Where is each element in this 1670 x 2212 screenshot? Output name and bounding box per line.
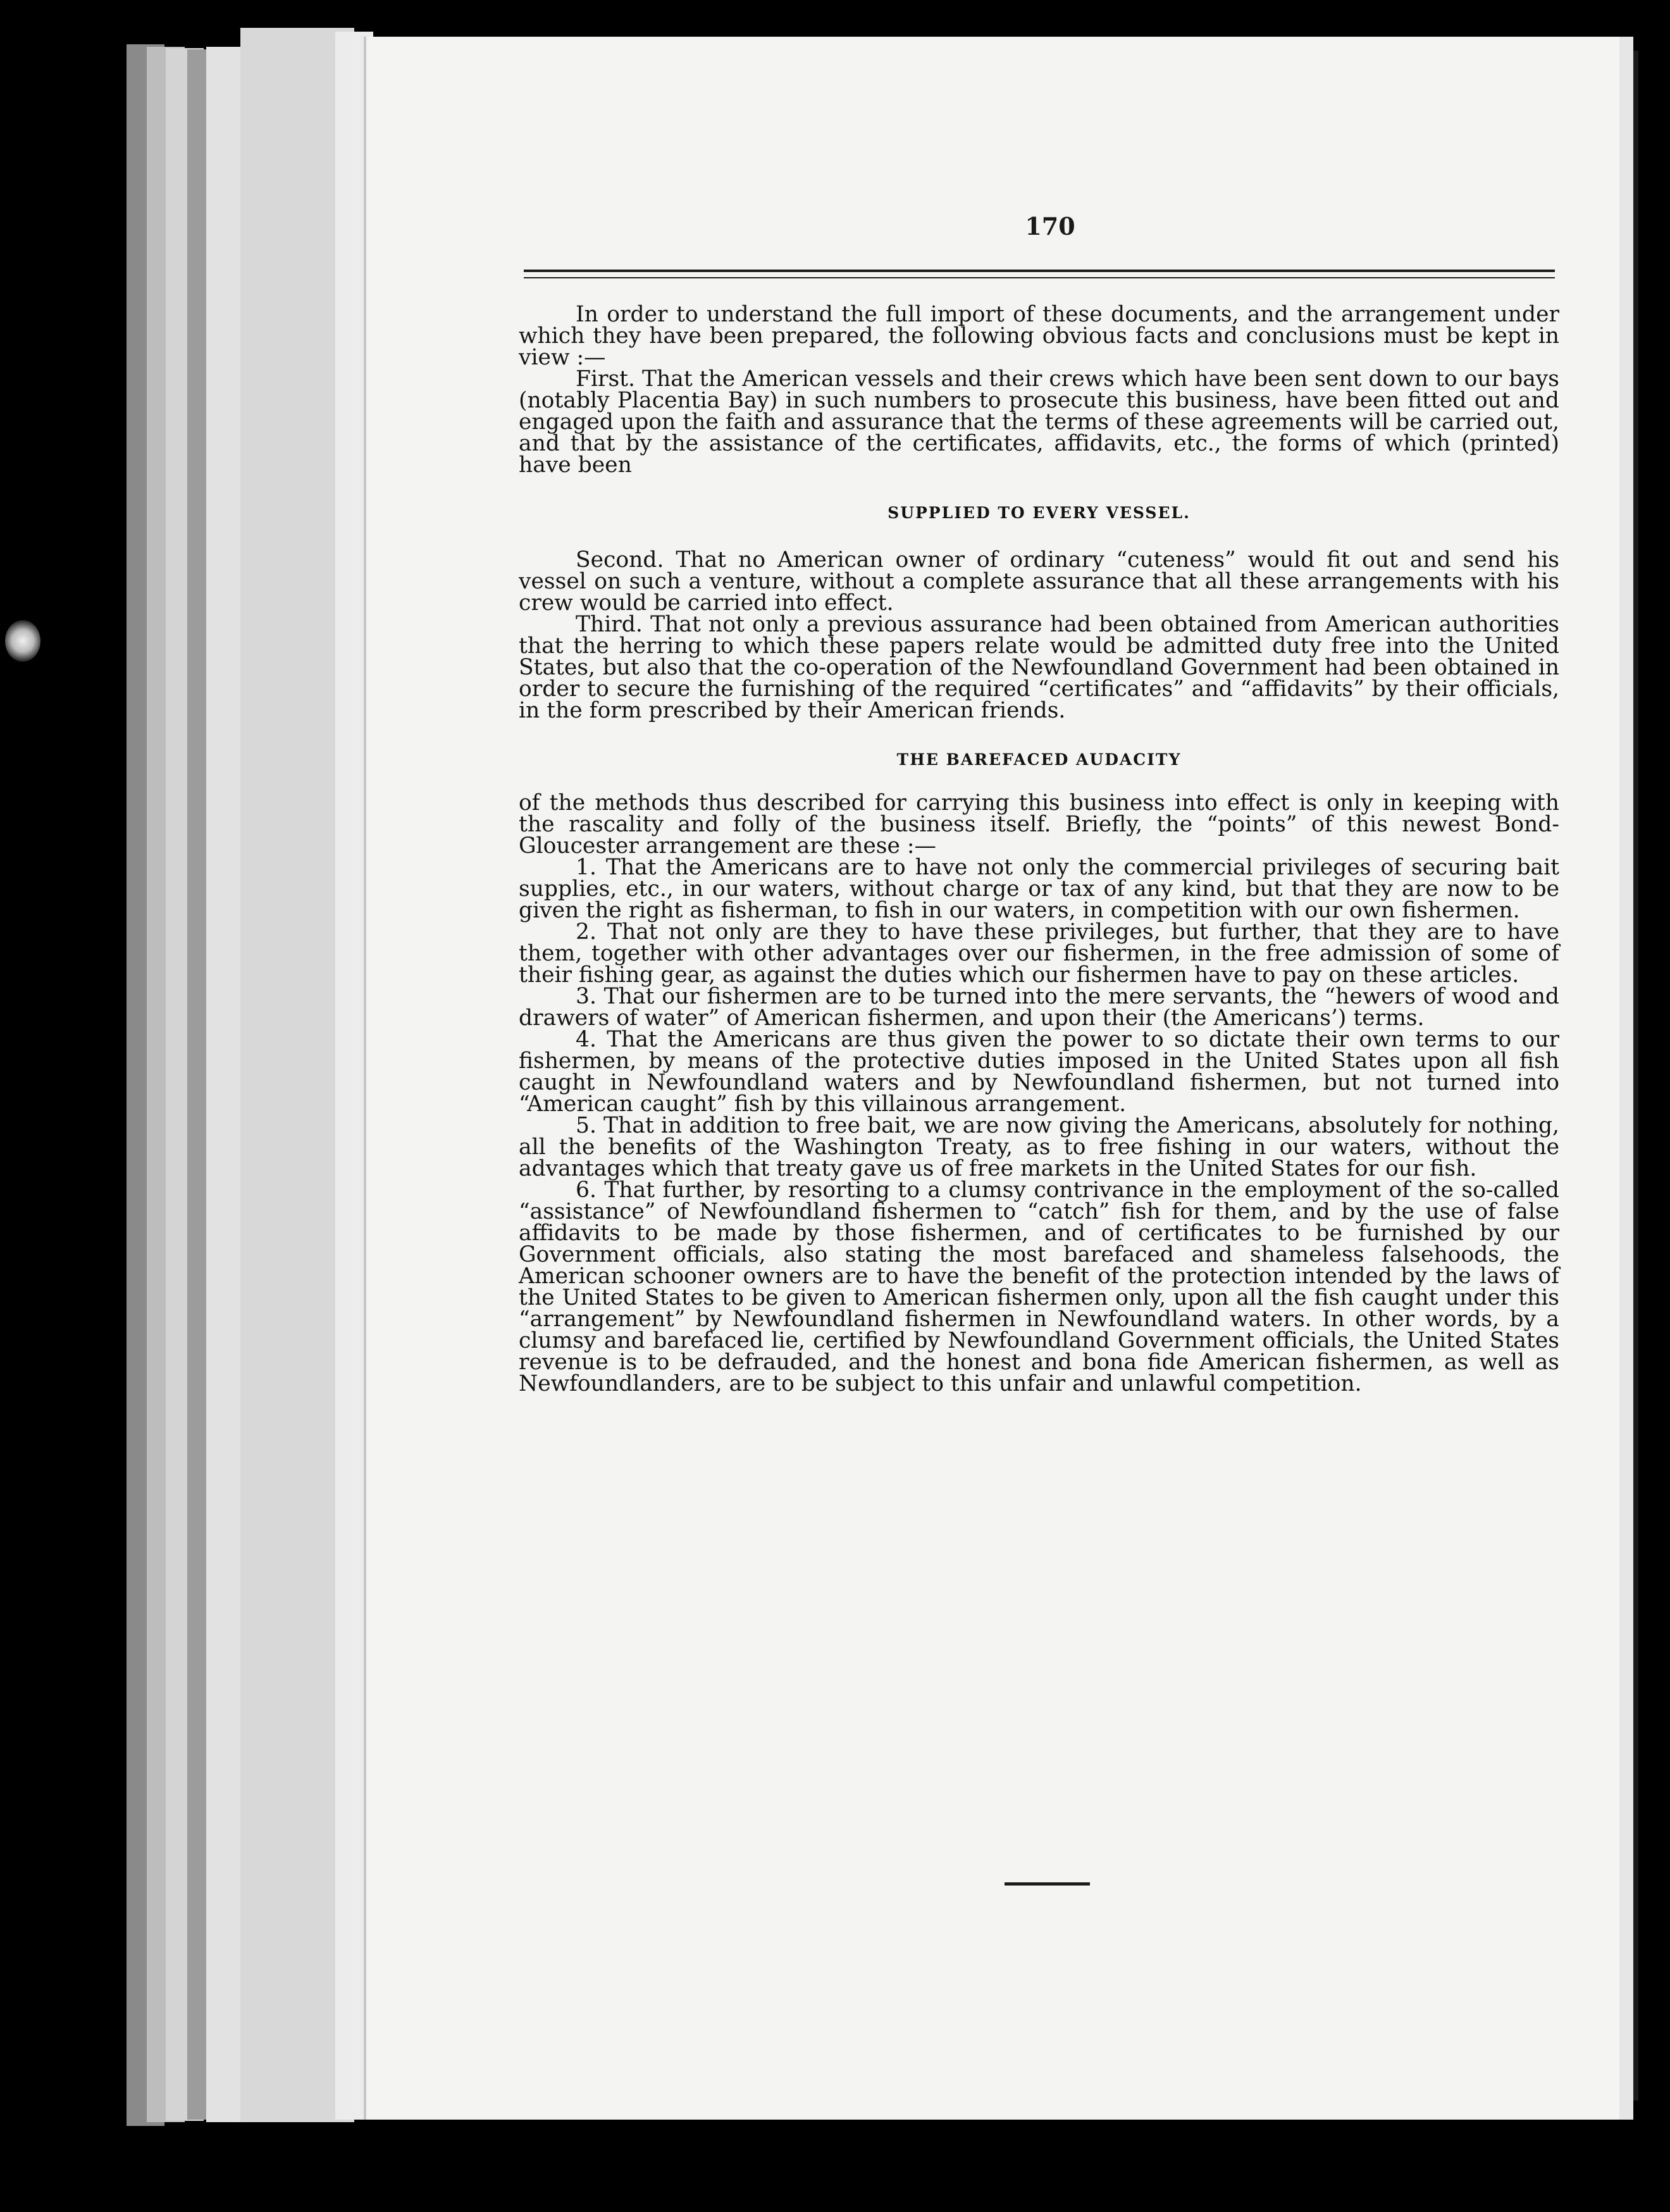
article-body xyxy=(519,304,1559,1395)
page-right-border xyxy=(1633,51,1638,2101)
page-edge xyxy=(206,47,244,2122)
paragraph: of the methods thus described for carrying this business into effect is only in keeping with the rascality and folly of the business itself. Briefly, the “points” of this newest Bond-Gloucester arrangement are these :— xyxy=(519,790,1559,859)
end-rule xyxy=(1005,1882,1090,1886)
section-heading: THE BAREFACED AUDACITY xyxy=(896,750,1182,769)
paragraph: First. That the American vessels and their crews which have been sent down to our bays (notably Placentia Bay) in such numbers to prosecute this business, have been fitted out and engaged upon the faith and assurance that the terms of these agreements will be carried out, and that by the assistance of the certificates, affidavits, etc., the forms of which (printed) have been xyxy=(519,366,1559,478)
paragraph: Second. That no American owner of ordinary “cuteness” would fit out and send his vessel on such a venture, without a complete assurance that all these arrangements with his crew would be carried into effect. xyxy=(519,547,1559,616)
list-item: 1. That the Americans are to have not only the commercial privileges of securing bait supplies, etc., in our waters, without charge or tax of any kind, but that they are now to be given the right as fisherman, to fish in our waters, in competition with our own fishermen. xyxy=(519,855,1559,923)
header-rule xyxy=(524,270,1555,272)
header-rule-thin xyxy=(524,277,1555,278)
scan-smudge xyxy=(5,620,40,662)
page-right-strip xyxy=(1619,37,1633,2120)
paragraph: In order to understand the full import of these documents, and the arrangement under which they have been prepared, the following obvious facts and conclusions must be kept in view :— xyxy=(519,302,1559,370)
list-item: 4. That the Americans are thus given the power to so dictate their own terms to our fishermen, by means of the protective duties imposed in the United States upon all fish caught in Newfoundland waters and by Newfoundland fishermen, but not turned into “American caught” fish by this villainous arrangement. xyxy=(519,1027,1559,1117)
list-item: 5. That in addition to free bait, we are now giving the Americans, absolutely for nothing, all the benefits of the Washington Treaty, as to free fishing in our waters, without the advantages which that treaty gave us of free markets in the United States for our fish. xyxy=(519,1113,1559,1181)
paragraph: Third. That not only a previous assurance had been obtained from American authorities that the herring to which these papers relate would be admitted duty free into the United States, but also that the co-operation of the Newfoundland Government had been obtained in order to secure the furnishing of the required “certificates” and “affidavits” by their officials, in the form prescribed by their American friends. xyxy=(519,612,1559,723)
list-item: 3. That our fishermen are to be turned into the mere servants, the “hewers of wood and drawers of water” of American fishermen, and upon their (the Americans’) terms. xyxy=(519,984,1559,1031)
list-item: 2. That not only are they to have these privileges, but further, that they are to have them, together with other advantages over our fishermen, in the free admission of some of their fishing gear, as against the duties which our fishermen have to pay on these articles. xyxy=(519,919,1559,988)
list-item: 6. That further, by resorting to a clumsy contrivance in the employment of the so-called “assistance” of Newfoundland fishermen to “catch” fish for them, and by the use of false affidavits to be made by those fishermen, and of certificates to be furnished by our Government officials, also stating the most barefaced and shameless falsehoods, the American schooner owners are to have the benefit of the protection intended by the laws of the United States to be given to American fishermen only, upon all the fish caught under this “arrangement” by Newfoundland fishermen in Newfoundland waters. In other words, by a clumsy and barefaced lie, certified by Newfoundland Government officials, the United States revenue is to be defrauded, and the honest and bona fide American fishermen, as well as Newfoundlanders, are to be subject to this unfair and unlawful competition. xyxy=(519,1177,1559,1396)
page-number: 170 xyxy=(1025,212,1075,240)
section-heading: SUPPLIED TO EVERY VESSEL. xyxy=(888,504,1191,522)
